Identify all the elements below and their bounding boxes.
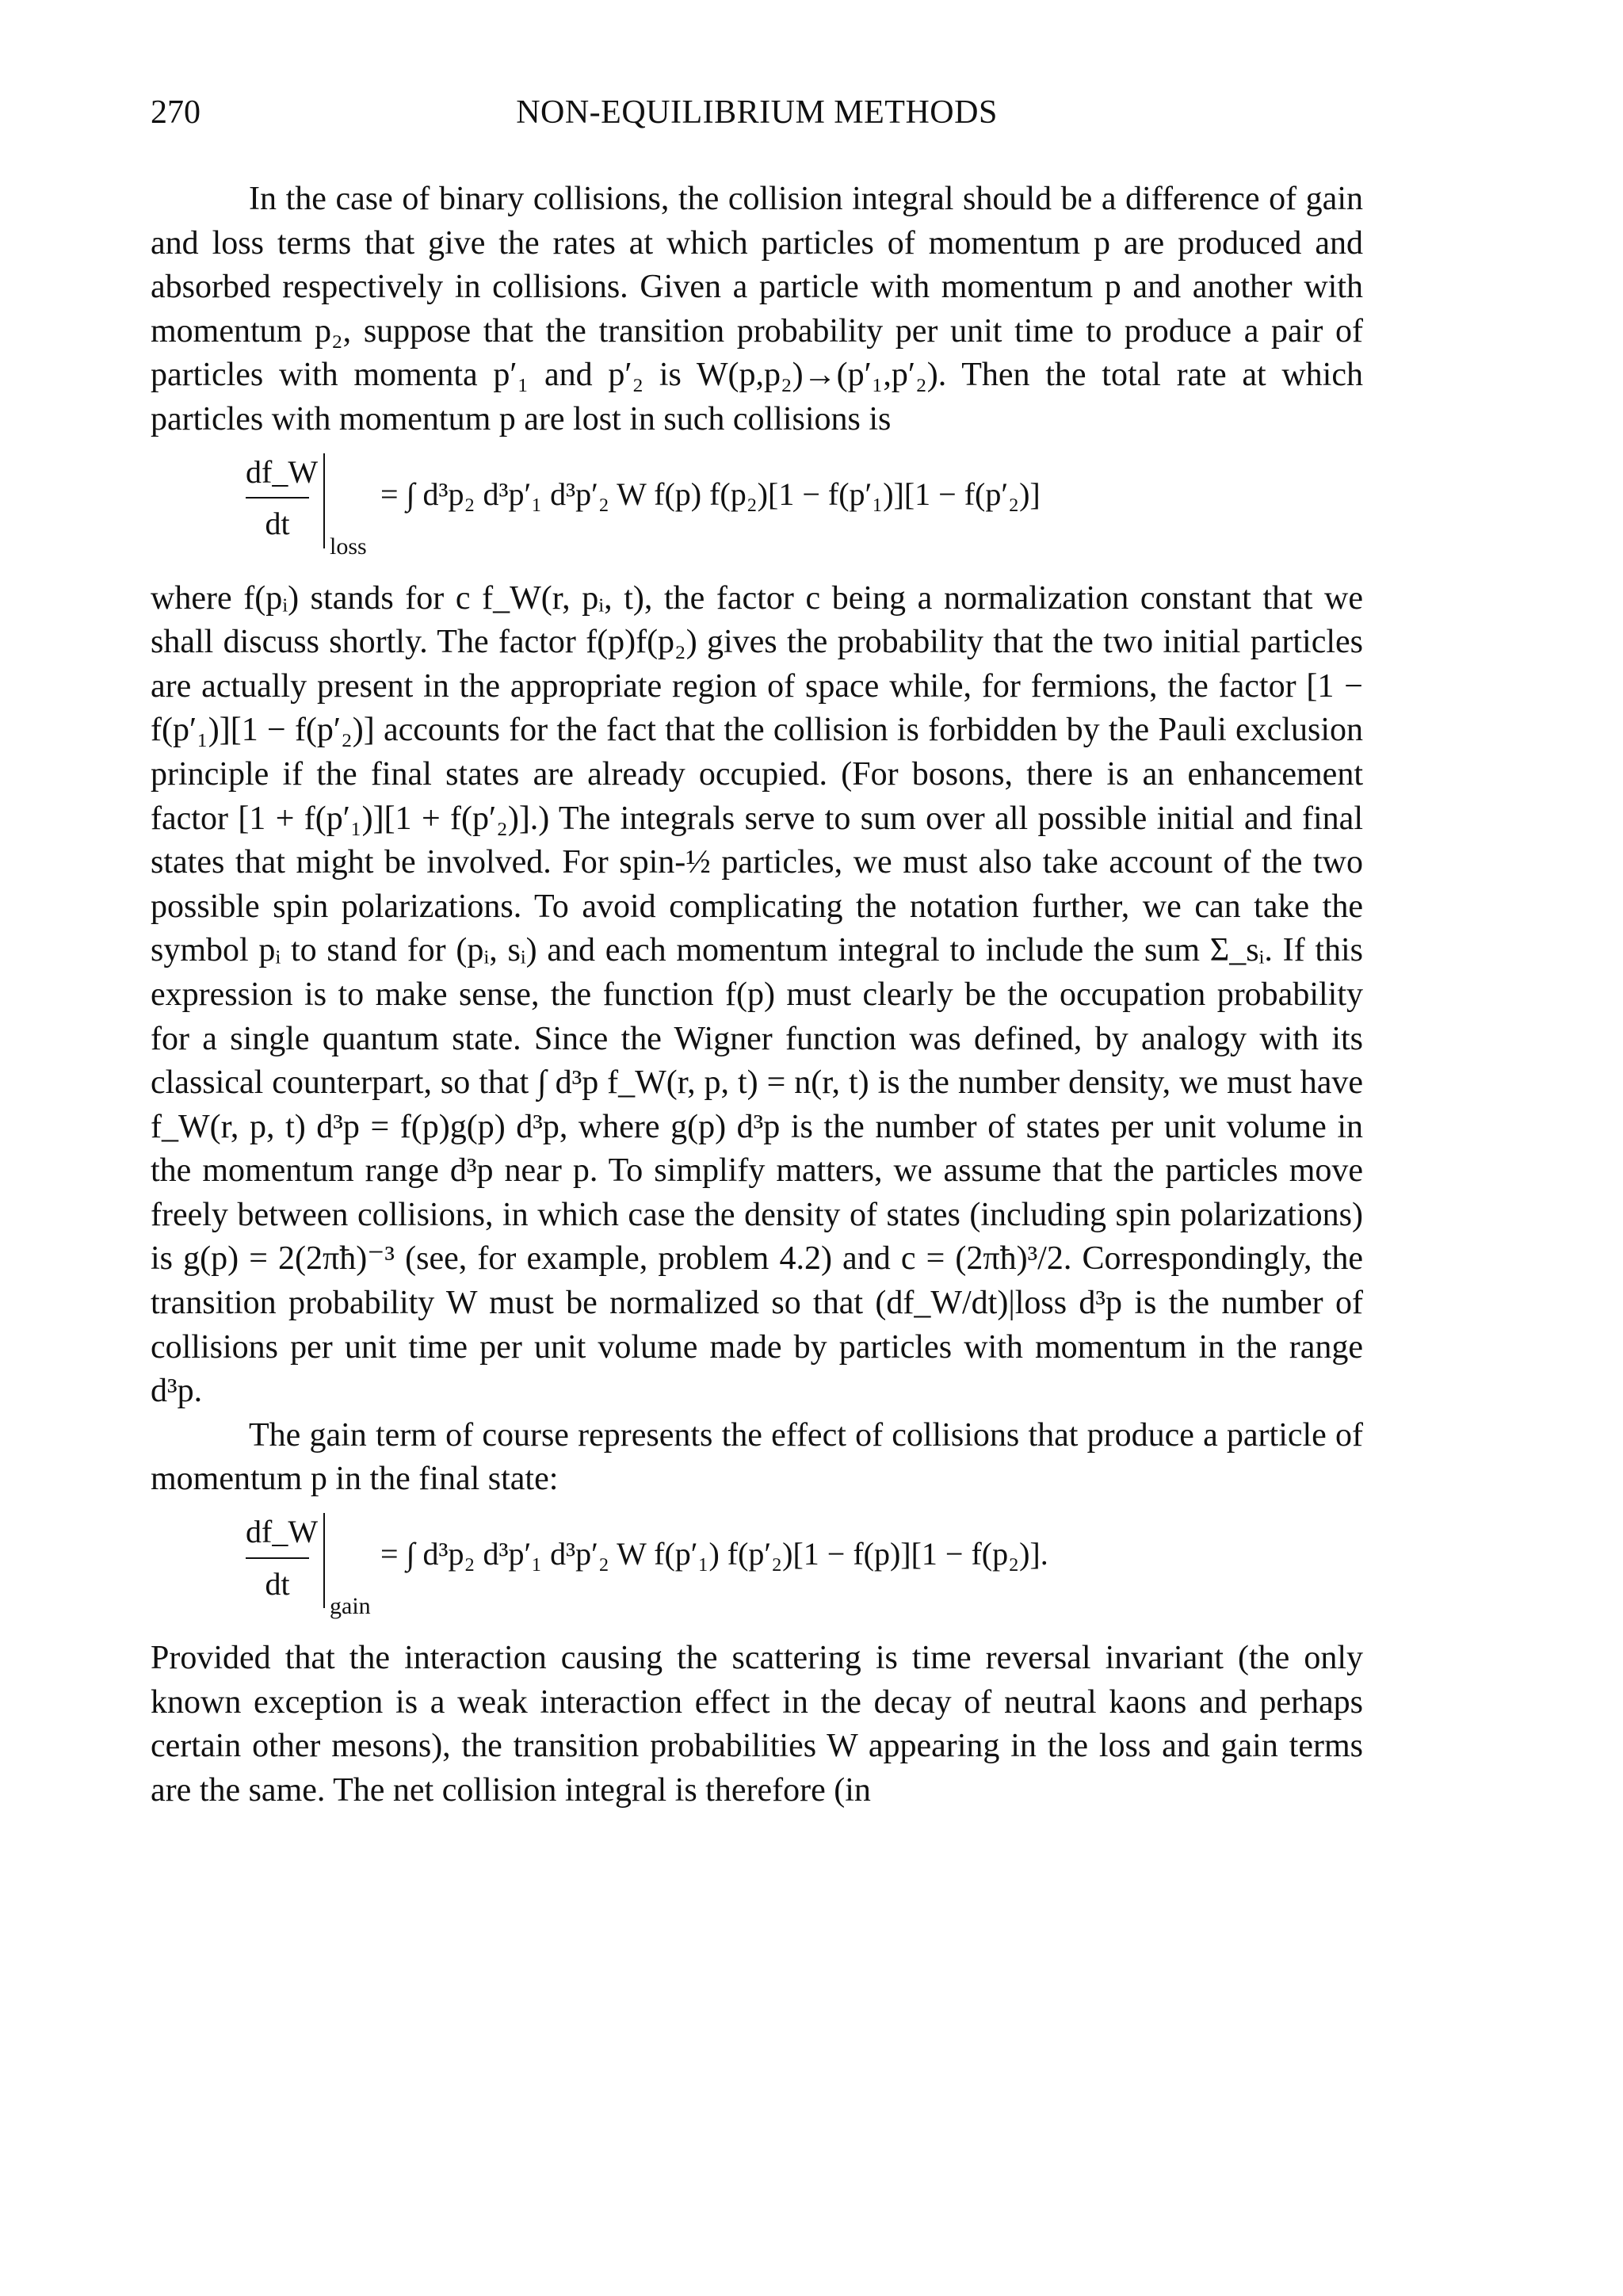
paragraph-gain-term: The gain term of course represents the effect of collisions that produce a particle of momentum p in the final state: xyxy=(151,1416,1363,1498)
running-title: NON-EQUILIBRIUM METHODS xyxy=(516,94,998,131)
paragraph-time-reversal: Provided that the interaction causing the scattering is time reversal invariant (the only known exception is a weak interaction effect in the decay of neutral kaons and perhaps certain other mesons), the transition probabilities W appearing in the loss and gain terms are the same. The net collision integral is therefore (in xyxy=(151,1640,1363,1809)
gain-derivative xyxy=(246,1510,319,1606)
gain-denominator: dt xyxy=(265,1565,290,1602)
equation-gain-term xyxy=(151,1502,1363,1637)
loss-numerator: df_W xyxy=(246,450,309,499)
running-header xyxy=(151,94,1363,141)
loss-subscript: loss xyxy=(330,533,367,560)
evaluation-bar xyxy=(323,1513,325,1608)
paragraph-normalization: where f(pᵢ) stands for c f_W(r, pᵢ, t), the factor c being a normalization constant that we shall discuss shortly. The factor f(p)f(p₂) gives the probability that the two initial particles are actually present in the appropriate region of space while, for fermions, the factor [1 − f(p′₁)][1 − f(p′₂)] accounts for the fact that the collision is forbidden by the Pauli exclusion principle if the final states are already occupied. (For bosons, there is an enhancement factor [1 + f(p′₁)][1 + f(p′₂)].) The integrals serve to sum over all possible initial and final states that might be involved. For spin-½ particles, we must also take account of the two possible spin polarizations. To avoid complicating the notation further, we can take the symbol pᵢ to stand for (pᵢ, sᵢ) and each momentum integral to include the sum Σ_sᵢ. If this expression is to make sense, the function f(p) must clearly be the occupation probability for a single quantum state. Since the Wigner function was defined, by analogy with its classical counterpart, so that ∫ d³p f_W(r, p, t) = n(r, t) is the number density, we must have f_W(r, p, t) d³p = f(p)g(p) d³p, where g(p) d³p is the number of states per unit volume in the momentum range d³p near p. To simplify matters, we assume that the particles move freely between collisions, in which case the density of states (including spin polarizations) is g(p) = 2(2πħ)⁻³ (see, for example, problem 4.2) and c = (2πħ)³/2. Correspondingly, the transition probability W must be normalized so that (df_W/dt)|loss d³p is the number of collisions per unit time per unit volume made by particles with momentum in the range d³p. xyxy=(151,579,1363,1410)
gain-numerator: df_W xyxy=(246,1510,309,1559)
loss-integral-expression: = ∫ d³p₂ d³p′₁ d³p′₂ W f(p) f(p₂)[1 − f(p′₁)][1 − f(p′₂)] xyxy=(380,476,1041,512)
page-number: 270 xyxy=(151,94,200,131)
loss-denominator: dt xyxy=(265,506,290,542)
paragraph-binary-collisions: In the case of binary collisions, the collision integral should be a difference of gain and loss terms that give the rates at which particles of momentum p are produced and absorbed respectively in collisions. Given a particle with momentum p and another with momentum p₂, suppose that the transition probability per unit time to produce a pair of particles with momenta p′₁ and p′₂ is W(p,p₂)→(p′₁,p′₂). Then the total rate at which particles with momentum p are lost in such collisions is xyxy=(151,181,1363,437)
equation-loss-term xyxy=(151,442,1363,577)
loss-derivative xyxy=(246,450,319,546)
evaluation-bar xyxy=(323,453,325,548)
page-body xyxy=(151,178,1363,1813)
gain-integral-expression: = ∫ d³p₂ d³p′₁ d³p′₂ W f(p′₁) f(p′₂)[1 − f(p)][1 − f(p₂)]. xyxy=(380,1536,1048,1572)
gain-subscript: gain xyxy=(330,1593,371,1620)
